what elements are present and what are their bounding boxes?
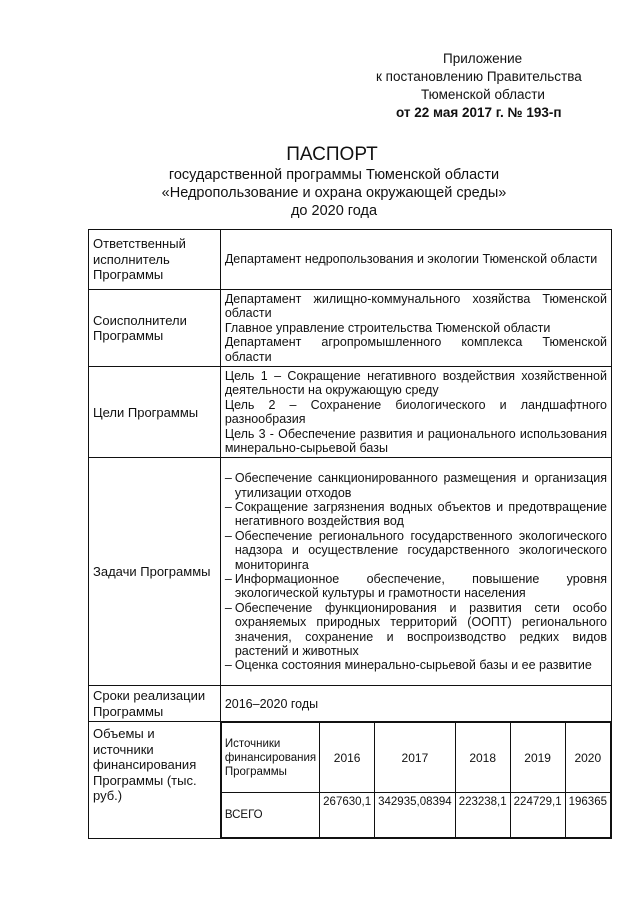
total-value: 342935,08394 — [375, 793, 456, 838]
task-item: – Обеспечение санкционированного размещения и организация утилизации отходов — [224, 471, 607, 500]
appendix-region: Тюменской области — [421, 87, 545, 102]
task-item: – Обеспечение функционирования и развития сети особо охраняемых природных территорий (ООПТ) регионального значения, сохранение и воспроизводство редких видов растений и животных — [224, 600, 607, 658]
program-subtitle-line-3: до 2020 года — [290, 203, 378, 219]
funding-total-row — [221, 793, 610, 838]
executor-label: Ответственный исполнитель Программы — [89, 230, 221, 290]
coexecutor-item: Департамент агропромышленного комплекса Тюменской области — [224, 335, 607, 364]
executor-value: Департамент недропользования и экологии Тюменской области — [220, 230, 611, 290]
passport-table — [88, 229, 612, 839]
terms-label: Сроки реализации Программы — [89, 686, 221, 722]
appendix-heading: Приложение — [443, 51, 523, 66]
funding-header-row — [221, 723, 610, 793]
dash-glyph: – — [224, 499, 232, 514]
year-header: 2019 — [510, 723, 565, 793]
total-value: 196365 — [565, 793, 610, 838]
coexecutor-item: Департамент жилищно-коммунального хозяйства Тюменской области — [224, 292, 607, 321]
year-header: 2018 — [455, 723, 510, 793]
funding-table — [221, 722, 611, 838]
tasks-label: Задачи Программы — [89, 458, 221, 686]
document-title — [0, 144, 640, 220]
passport-heading: ПАСПОРТ — [286, 144, 378, 165]
goal-item: Цель 1 – Сокращение негативного воздействия хозяйственной деятельности на окружающую среду — [224, 369, 607, 398]
goal-item: Цель 2 – Сохранение биологического и ландшафтного разнообразия — [224, 397, 607, 427]
task-item: – Обеспечение регионального государственного экологического надзора и осуществление государственного экологического мониторинга — [224, 528, 607, 572]
program-subtitle-line-2: «Недропользование и охрана окружающей среды» — [161, 185, 507, 201]
goals-value — [220, 367, 611, 458]
year-header: 2016 — [320, 723, 375, 793]
coexecutors-value — [220, 290, 611, 367]
coexecutors-label: Соисполнители Программы — [89, 290, 221, 367]
total-value: 223238,1 — [455, 793, 510, 838]
appendix-resolution: к постановлению Правительства — [376, 69, 582, 84]
terms-value: 2016–2020 годы — [220, 686, 611, 722]
goal-item: Цель 3 - Обеспечение развития и рационального использования минерально-сырьевой базы — [224, 426, 607, 456]
appendix-block — [330, 50, 630, 122]
dash-glyph: – — [224, 571, 232, 586]
task-item: – Информационное обеспечение, повышение уровня экологической культуры и грамотности населения — [224, 571, 607, 601]
row-goals — [89, 367, 612, 458]
funding-value — [220, 722, 611, 839]
dash-glyph: – — [224, 600, 232, 615]
coexecutor-item: Главное управление строительства Тюменской области — [224, 320, 551, 335]
dash-glyph: – — [224, 658, 232, 673]
row-terms — [89, 686, 612, 722]
year-header: 2020 — [565, 723, 610, 793]
total-value: 224729,1 — [510, 793, 565, 838]
funding-source-header: Источники финансирования Программы — [221, 723, 319, 793]
row-funding — [89, 722, 612, 839]
program-subtitle-line-1: государственной программы Тюменской области — [168, 167, 500, 183]
dash-glyph: – — [224, 471, 232, 486]
total-label: ВСЕГО — [221, 793, 319, 838]
row-tasks — [89, 458, 612, 686]
appendix-date-number: от 22 мая 2017 г. № 193-п — [396, 105, 562, 120]
row-coexecutors — [89, 290, 612, 367]
total-value: 267630,1 — [320, 793, 375, 838]
funding-label: Объемы и источники финансирования Программы (тыс. руб.) — [89, 722, 221, 839]
task-item: – Сокращение загрязнения водных объектов и предотвращение негативного воздействия вод — [224, 499, 607, 529]
goals-label: Цели Программы — [89, 367, 221, 458]
row-executor — [89, 230, 612, 290]
tasks-value — [220, 458, 611, 686]
task-item: – Оценка состояния минерально-сырьевой базы и ее развитие — [224, 658, 592, 673]
dash-glyph: – — [224, 528, 232, 543]
year-header: 2017 — [375, 723, 456, 793]
